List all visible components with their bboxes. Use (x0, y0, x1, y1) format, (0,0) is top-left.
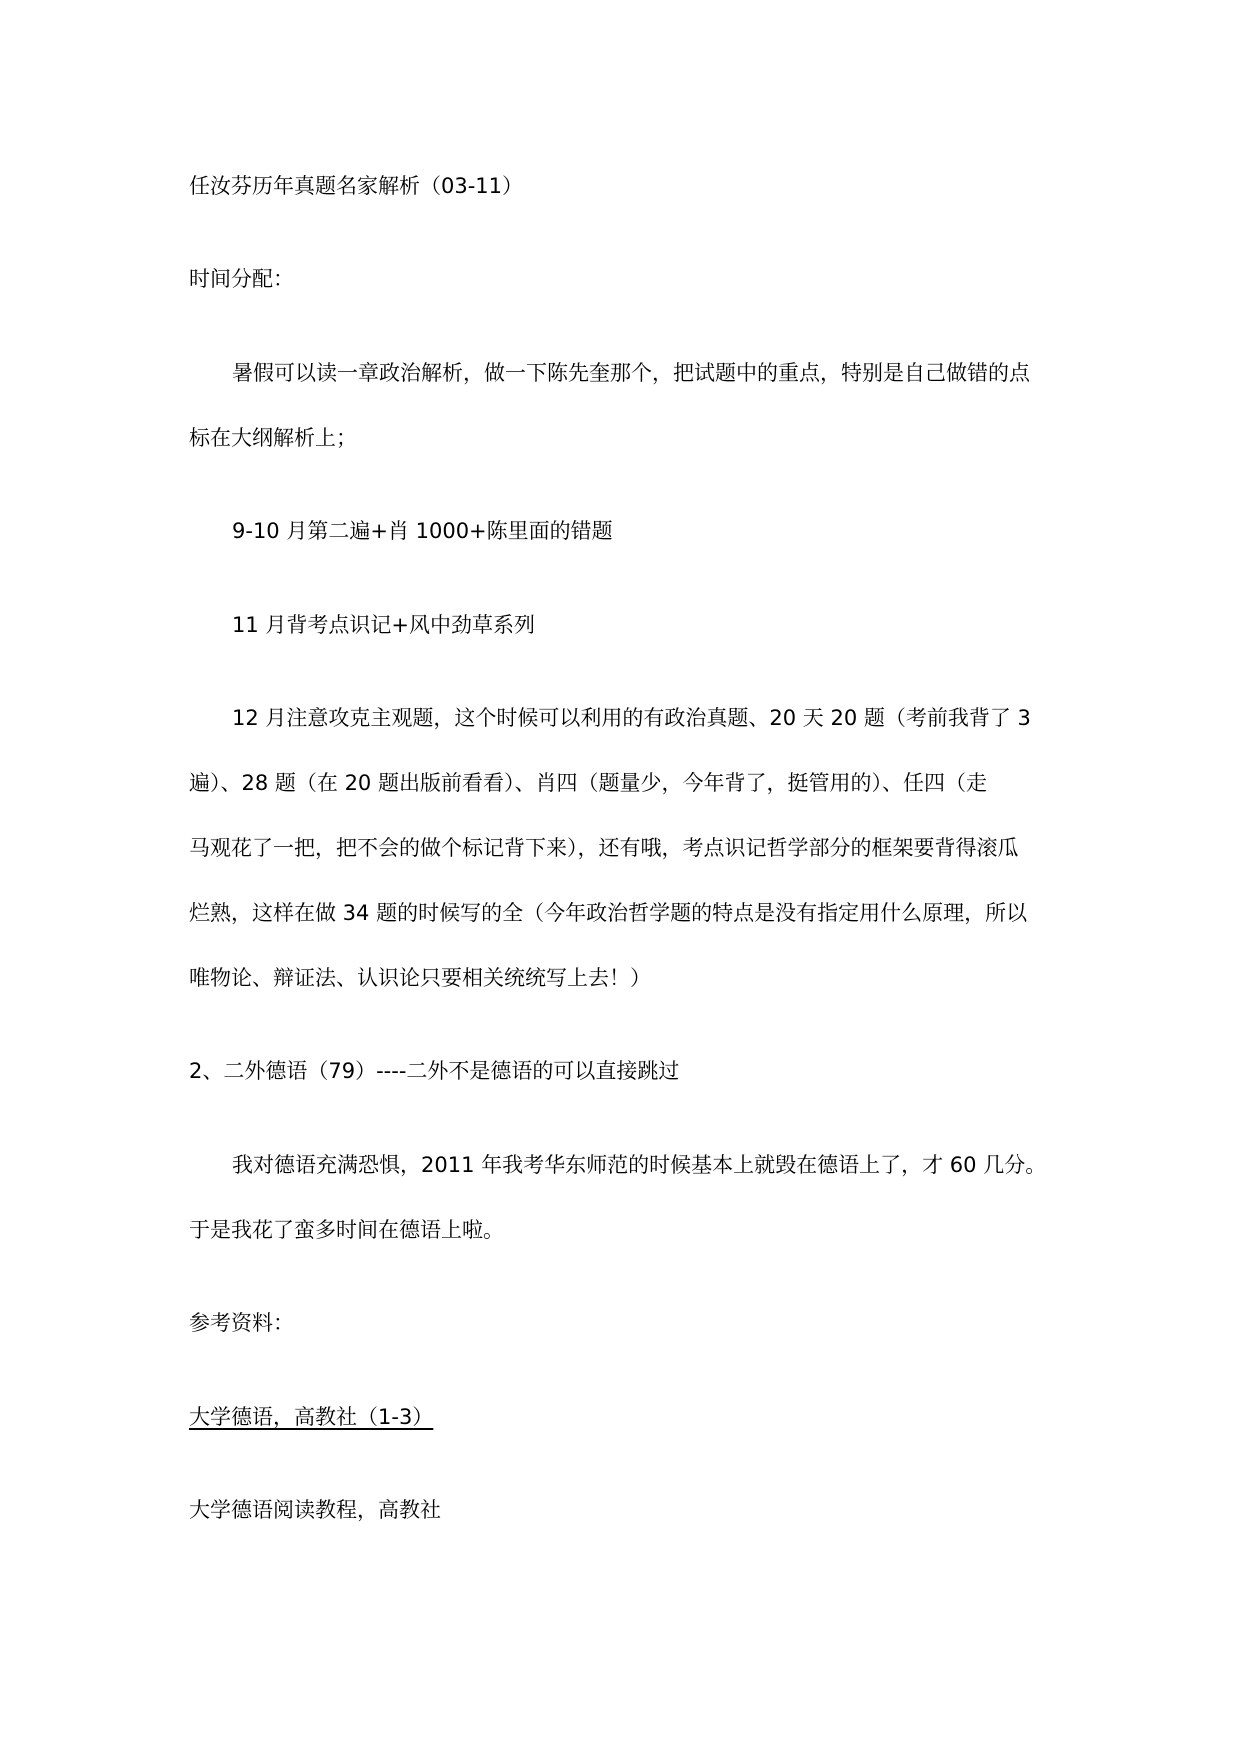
reference-link[interactable]: 大学德语，高教社（1-3） (189, 1405, 434, 1429)
document-title: 任汝芬历年真题名家解析（03-11） (189, 174, 524, 198)
paragraph-line: 马观花了一把，把不会的做个标记背下来），还有哦，考点识记哲学部分的框架要背得滚瓜 (189, 836, 1019, 860)
paragraph-line: 9-10 月第二遍+肖 1000+陈里面的错题 (232, 519, 613, 543)
paragraph-line: 11 月背考点识记+风中劲草系列 (232, 613, 535, 637)
paragraph-line: 暑假可以读一章政治解析，做一下陈先奎那个，把试题中的重点，特别是自己做错的点 (232, 361, 1030, 385)
paragraph-line: 12 月注意攻克主观题，这个时候可以利用的有政治真题、20 天 20 题（考前我背了 3 (232, 706, 1031, 730)
reference-item: 大学德语阅读教程，高教社 (189, 1498, 441, 1522)
section-heading-time-allocation: 时间分配： (189, 267, 294, 291)
section-heading-references: 参考资料： (189, 1311, 294, 1335)
section-heading-german: 2、二外德语（79）----二外不是德语的可以直接跳过 (189, 1059, 680, 1083)
paragraph-line: 烂熟，这样在做 34 题的时候写的全（今年政治哲学题的特点是没有指定用什么原理，所以 (189, 901, 1028, 925)
paragraph-line: 我对德语充满恐惧，2011 年我考华东师范的时候基本上就毁在德语上了，才 60 几分。 (232, 1153, 1047, 1177)
paragraph-line: 唯物论、辩证法、认识论只要相关统统写上去！） (189, 966, 651, 990)
paragraph-line: 遍）、28 题（在 20 题出版前看看）、肖四（题量少，今年背了，挺管用的）、任四（走 (189, 771, 987, 795)
paragraph-line: 标在大纲解析上； (189, 426, 357, 450)
paragraph-line: 于是我花了蛮多时间在德语上啦。 (189, 1218, 504, 1242)
